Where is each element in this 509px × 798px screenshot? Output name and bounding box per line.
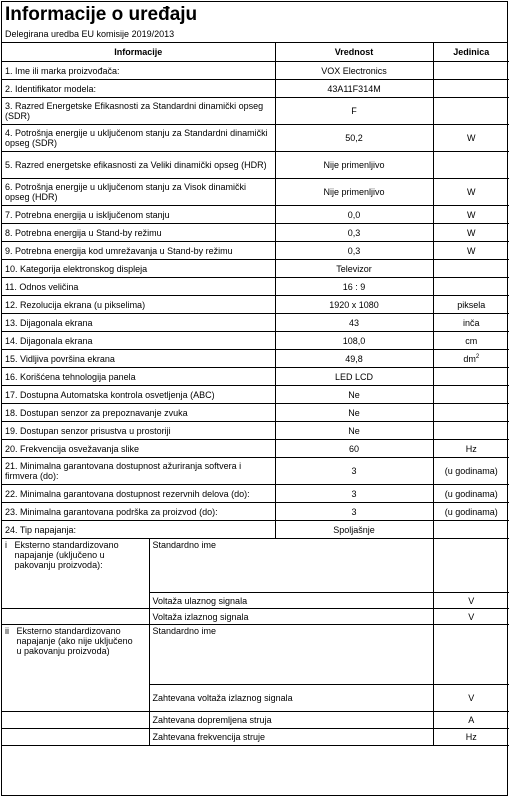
- psu-ii-index: ii: [5, 626, 9, 636]
- row-unit: [433, 503, 509, 521]
- row-unit: [433, 458, 509, 485]
- table-row: [2, 404, 509, 422]
- row-label: 9. Potrebna energija kod umrežavanja u Stand-by režimu: [2, 242, 275, 260]
- table-row: [2, 152, 509, 179]
- psu-ii-row-0: [2, 625, 509, 685]
- psu-ii-row-2: [2, 712, 509, 729]
- row-unit: [433, 422, 509, 440]
- row-value: 3: [275, 485, 433, 503]
- psu-i-field-label: Standardno ime: [149, 539, 433, 593]
- psu-i-label-cell: [2, 539, 149, 609]
- psu-ii-label-cell: [2, 625, 149, 712]
- row-unit: [433, 260, 509, 278]
- psu-ii-field-label: Zahtevana voltaža izlaznog signala: [149, 685, 433, 712]
- row-label: 7. Potrebna energija u isključenom stanju: [2, 206, 275, 224]
- table-row: [2, 224, 509, 242]
- row-unit: [433, 242, 509, 260]
- row-value: 43A11F314M: [275, 80, 433, 98]
- table-row: [2, 179, 509, 206]
- row-label: 11. Odnos veličina: [2, 278, 275, 296]
- table-row: [2, 368, 509, 386]
- psu-ii-field-label: Standardno ime: [149, 625, 433, 685]
- table-row: [2, 296, 509, 314]
- row-value: F: [275, 98, 433, 125]
- row-unit: [433, 278, 509, 296]
- row-value: Ne: [275, 404, 433, 422]
- row-value: 43: [275, 314, 433, 332]
- row-unit: [433, 179, 509, 206]
- row-unit: [433, 224, 509, 242]
- table-row: [2, 98, 509, 125]
- row-label: 10. Kategorija elektronskog displeja: [2, 260, 275, 278]
- table-row: [2, 386, 509, 404]
- row-unit-text: W: [467, 133, 476, 143]
- psu-i-row-0: [2, 539, 509, 593]
- row-unit: [433, 206, 509, 224]
- row-unit: [433, 521, 509, 539]
- row-unit-text: (u godinama): [444, 466, 498, 476]
- row-unit: [433, 404, 509, 422]
- row-value: 1920 x 1080: [275, 296, 433, 314]
- psu-ii-label: Eksterno standardizovano napajanje (ako nije uključeno u pakovanju proizvoda): [16, 626, 133, 656]
- row-unit-text: cm: [465, 335, 478, 346]
- row-unit: [433, 296, 509, 314]
- table-row: [2, 206, 509, 224]
- row-unit-text: piksela: [457, 299, 486, 310]
- table-row: [2, 350, 509, 368]
- row-label: 23. Minimalna garantovana podrška za proizvod (do):: [2, 503, 275, 521]
- row-label: 22. Minimalna garantovana dostupnost rezervnih delova (do):: [2, 485, 275, 503]
- header-value: Vrednost: [275, 43, 433, 62]
- row-unit: [433, 80, 509, 98]
- row-unit: [433, 440, 509, 458]
- row-value: 50,2: [275, 125, 433, 152]
- row-label: 18. Dostupan senzor za prepoznavanje zvuka: [2, 404, 275, 422]
- table-row: [2, 521, 509, 539]
- page-subtitle: Delegirana uredba EU komisije 2019/2013: [2, 26, 507, 43]
- row-unit: [433, 350, 509, 368]
- row-value: 3: [275, 503, 433, 521]
- table-row: [2, 314, 509, 332]
- page-title: Informacije o uređaju: [5, 4, 198, 25]
- table-row: [2, 80, 509, 98]
- row-value: Televizor: [275, 260, 433, 278]
- psu-ii-field-unit: V: [433, 685, 509, 712]
- table-row: [2, 422, 509, 440]
- product-info-sheet: [1, 1, 508, 796]
- row-unit: [433, 125, 509, 152]
- row-label: 1. Ime ili marka proizvođača:: [2, 62, 275, 80]
- row-unit-text: (u godinama): [444, 488, 498, 499]
- row-value: LED LCD: [275, 368, 433, 386]
- row-unit: [433, 98, 509, 125]
- psu-i-label: Eksterno standardizovano napajanje (uključeno u pakovanju proizvoda):: [14, 540, 119, 570]
- table-row: [2, 260, 509, 278]
- table-row: [2, 458, 509, 485]
- row-value: 108,0: [275, 332, 433, 350]
- psu-ii-field-unit: Hz: [433, 729, 509, 746]
- table-header-row: [2, 43, 509, 62]
- row-unit-text: W: [467, 187, 476, 197]
- header-info: Informacije: [2, 43, 275, 62]
- table-row: [2, 125, 509, 152]
- table-row: [2, 62, 509, 80]
- row-value: 0,3: [275, 224, 433, 242]
- psu-ii-row-3: [2, 729, 509, 746]
- row-label: 4. Potrošnja energije u uključenom stanju za Standardni dinamički opseg (SDR): [2, 125, 275, 152]
- main-rows: [2, 62, 509, 539]
- row-value: Nije primenljivo: [275, 152, 433, 179]
- row-unit-text: inča: [463, 317, 480, 328]
- psu-i-field-label: Voltaža ulaznog signala: [149, 593, 433, 609]
- row-unit-text: (u godinama): [444, 506, 498, 517]
- row-value: 60: [275, 440, 433, 458]
- psu-ii-empty-cell: [2, 729, 149, 746]
- row-label: 13. Dijagonala ekrana: [2, 314, 275, 332]
- row-label: 3. Razred Energetske Efikasnosti za Standardni dinamički opseg (SDR): [2, 98, 275, 125]
- row-value: Ne: [275, 422, 433, 440]
- row-label: 6. Potrošnja energije u uključenom stanju za Visok dinamički opseg (HDR): [2, 179, 275, 206]
- row-unit-text: Hz: [465, 443, 477, 454]
- psu-i-empty-cell: [2, 609, 149, 625]
- row-unit-text: dm: [463, 353, 476, 364]
- table-row: [2, 278, 509, 296]
- psu-i-index: i: [5, 540, 7, 550]
- row-label: 19. Dostupan senzor prisustva u prostoriji: [2, 422, 275, 440]
- psu-ii-field-unit: [433, 625, 509, 685]
- table-row: [2, 440, 509, 458]
- row-value: 0,3: [275, 242, 433, 260]
- row-label: 20. Frekvencija osvežavanja slike: [2, 440, 275, 458]
- psu-ii-field-label: Zahtevana dopremljena struja: [149, 712, 433, 729]
- row-value: Nije primenljivo: [275, 179, 433, 206]
- row-unit: [433, 368, 509, 386]
- row-label: 14. Dijagonala ekrana: [2, 332, 275, 350]
- row-label: 12. Rezolucija ekrana (u pikselima): [2, 296, 275, 314]
- row-value: VOX Electronics: [275, 62, 433, 80]
- row-unit: [433, 332, 509, 350]
- row-value: Ne: [275, 386, 433, 404]
- psu-ii-section: [2, 625, 509, 746]
- table-row: [2, 503, 509, 521]
- psu-ii-field-label: Zahtevana frekvencija struje: [149, 729, 433, 746]
- row-unit-superscript: 2: [475, 353, 480, 360]
- row-value: 0,0: [275, 206, 433, 224]
- row-unit-text: W: [467, 245, 476, 256]
- row-unit-text: W: [467, 227, 476, 238]
- table-row: [2, 242, 509, 260]
- row-value: 16 : 9: [275, 278, 433, 296]
- psu-ii-empty-cell: [2, 712, 149, 729]
- row-unit: [433, 152, 509, 179]
- table-row: [2, 485, 509, 503]
- psu-i-field-unit: V: [433, 609, 509, 625]
- row-label: 24. Tip napajanja:: [2, 521, 275, 539]
- row-unit: [433, 485, 509, 503]
- info-table: [2, 43, 509, 746]
- row-value: Spoljašnje: [275, 521, 433, 539]
- row-label: 8. Potrebna energija u Stand-by režimu: [2, 224, 275, 242]
- psu-i-field-label: Voltaža izlaznog signala: [149, 609, 433, 625]
- row-label: 5. Razred energetske efikasnosti za Veliki dinamički opseg (HDR): [2, 152, 275, 179]
- row-label: 2. Identifikator modela:: [2, 80, 275, 98]
- row-label: 17. Dostupna Automatska kontrola osvetljenja (ABC): [2, 386, 275, 404]
- psu-i-section: [2, 539, 509, 625]
- psu-i-field-unit: [433, 539, 509, 593]
- table-row: [2, 332, 509, 350]
- row-label: 16. Korišćena tehnologija panela: [2, 368, 275, 386]
- row-unit: [433, 62, 509, 80]
- row-value: 3: [275, 458, 433, 485]
- row-unit: [433, 314, 509, 332]
- header-unit: Jedinica: [433, 43, 509, 62]
- psu-i-row-2: [2, 609, 509, 625]
- row-unit-text: W: [467, 209, 476, 220]
- psu-i-field-unit: V: [433, 593, 509, 609]
- row-value: 49,8: [275, 350, 433, 368]
- row-label: 15. Vidljiva površina ekrana: [2, 350, 275, 368]
- row-label: 21. Minimalna garantovana dostupnost ažuriranja softvera i firmvera (do):: [2, 458, 275, 485]
- row-unit: [433, 386, 509, 404]
- psu-ii-field-unit: A: [433, 712, 509, 729]
